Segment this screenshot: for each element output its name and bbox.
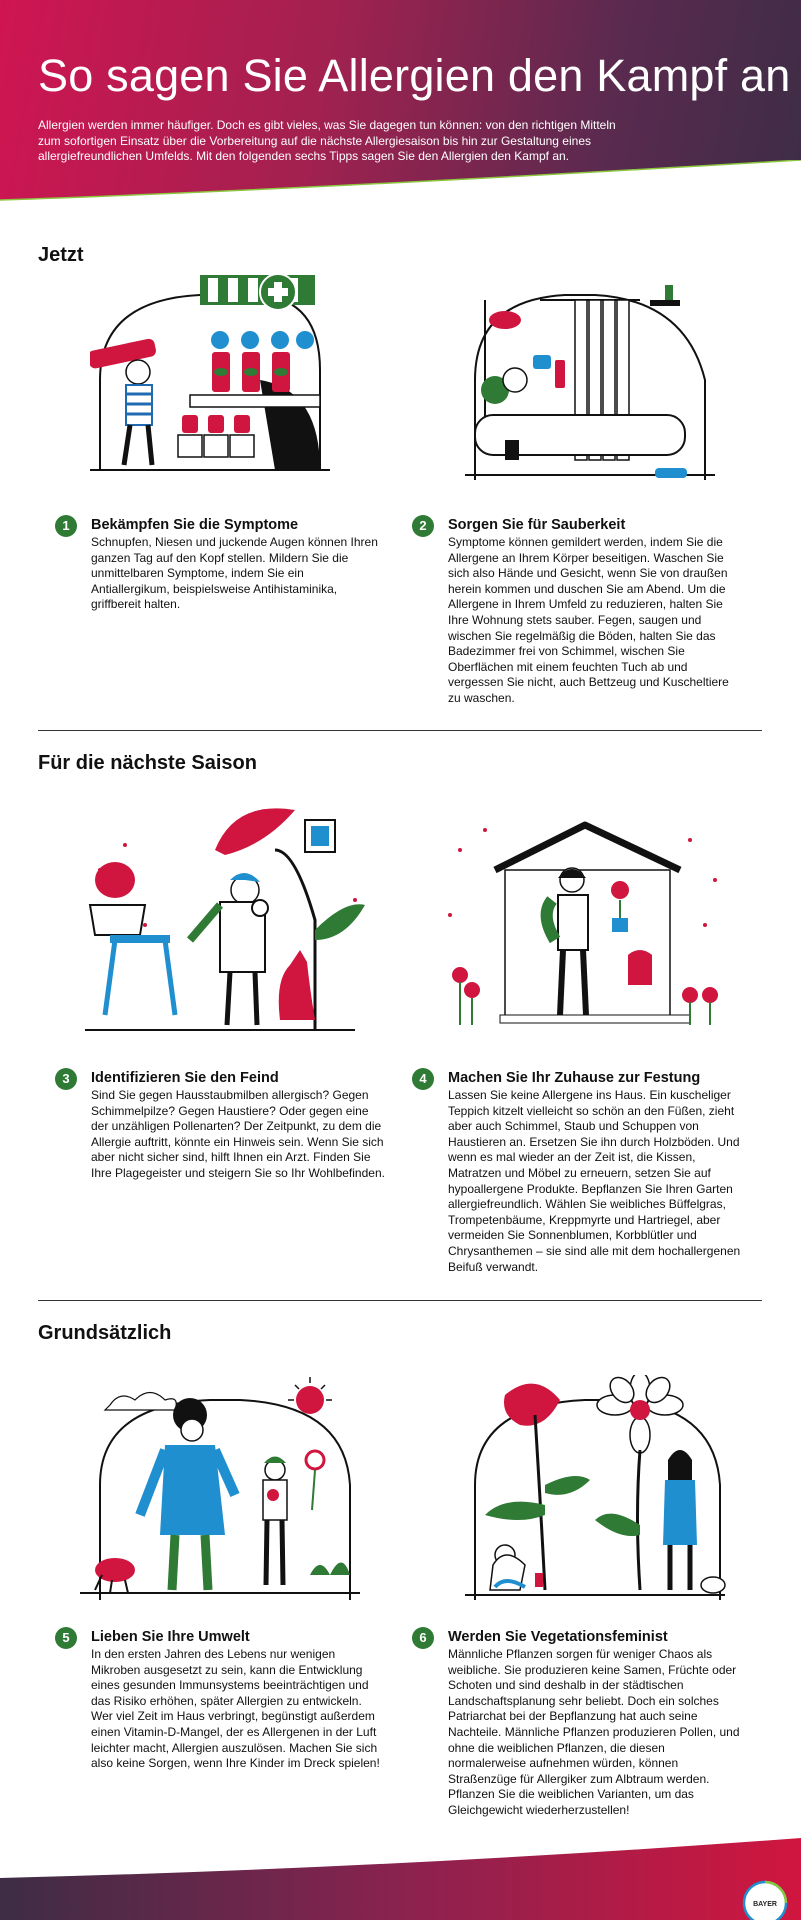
tip-title: Identifizieren Sie den Feind	[91, 1070, 279, 1086]
tip-5	[55, 1627, 385, 1772]
tip-2	[412, 515, 742, 707]
tip-title: Lieben Sie Ihre Umwelt	[91, 1629, 250, 1645]
section-divider	[38, 730, 762, 731]
tip-text: Symptome können gemildert werden, indem Sie die Allergene an Ihrem Körper beseitigen. Waschen Sie sich also Hände und Gesicht, wenn Sie von draußen herein kommen und duschen Sie am Abend. Um die Allergene in Ihrem Umfeld zu reduzieren, halten Sie Ihre Wohnung stets sauber. Fegen, saugen und wischen Sie regelmäßig die Böden, halten Sie das Badezimmer frei von Schimmel, wischen Sie Oberflächen mit einem feuchten Tuch ab und vergessen Sie nicht, auch Bettzeug und Kuscheltiere zu waschen.	[448, 535, 729, 705]
tip-text: Sind Sie gegen Hausstaubmilben allergisch? Gegen Schimmelpilze? Gegen Haustiere? Oder gegen eine der unzähligen Pollenarten? Der Zeitpunkt, zu dem die Allergie auftritt, könnte ein Hinweis sein. Wenn Sie sich aber nicht sicher sind, hilft Ihnen ein Arzt. Finden Sie Ihre Plagegeister und steigern Sie so Ihr Wohlbefinden.	[91, 1088, 385, 1180]
bathroom-illustration	[445, 280, 725, 490]
tip-text: Schnupfen, Niesen und juckende Augen können Ihren ganzen Tag auf den Kopf stellen. Mildern Sie die unmittelbaren Symptome, indem Sie ein Antiallergikum, beispielsweise Antihistaminika, griffbereit halten.	[91, 535, 378, 612]
tip-number-badge: 5	[55, 1627, 77, 1649]
bayer-logo-text: BAYER	[753, 1901, 777, 1908]
tip-text: Männliche Pflanzen sorgen für weniger Chaos als weibliche. Sie produzieren keine Samen, Früchte oder Schoten und sind deshalb in der städtischen Landschaftsplanung sehr beliebt. Doch ein solches Patriarchat bei der Bepflanzung hat auch seine Nachteile. Männliche Pflanzen produzieren Pollen, und ohne die weiblichen Pflanzen, die diesen normalerweise aufnehmen würden, können Straßenzüge für Allergiker zum Albtraum werden. Pflanzen Sie die weiblichen Varianten, um das Gleichgewicht wiederherzustellen!	[448, 1647, 740, 1817]
bayer-logo	[742, 1880, 788, 1920]
tip-title: Machen Sie Ihr Zuhause zur Festung	[448, 1070, 701, 1086]
tip-title: Bekämpfen Sie die Symptome	[91, 517, 299, 533]
section-title-grundsaetzlich: Grundsätzlich	[38, 1322, 172, 1344]
tip-1	[55, 515, 385, 613]
tip-title: Werden Sie Vegetationsfeminist	[448, 1629, 668, 1645]
family-illustration	[80, 1375, 370, 1605]
header-banner	[0, 0, 801, 220]
pharmacy-illustration	[90, 270, 360, 480]
footer-banner	[0, 1838, 801, 1920]
section-divider	[38, 1300, 762, 1301]
section-title-naechste-saison: Für die nächste Saison	[38, 752, 257, 774]
tip-6	[412, 1627, 742, 1819]
header-swoosh	[0, 160, 801, 220]
intro-text: Allergien werden immer häufiger. Doch es gibt vieles, was Sie dagegen tun können: von den richtigen Mitteln zum sofortigen Einsatz über die Vorbereitung auf die nächste Allergiesaison bis hin zur Gestaltung eines allergiefreundlichen Umfelds. Mit den folgenden sechs Tipps sagen Sie den Allergien den Kampf an.	[38, 118, 616, 163]
tip-number-badge: 1	[55, 515, 77, 537]
flowers-illustration	[465, 1375, 735, 1605]
page-title: So sagen Sie Allergien den Kampf an	[38, 50, 791, 101]
tip-number-badge: 4	[412, 1068, 434, 1090]
section-title-jetzt: Jetzt	[38, 244, 84, 266]
tip-title: Sorgen Sie für Sauberkeit	[448, 517, 626, 533]
tip-4	[412, 1068, 742, 1275]
tip-number-badge: 3	[55, 1068, 77, 1090]
tip-number-badge: 6	[412, 1627, 434, 1649]
house-illustration	[440, 820, 730, 1040]
tip-3	[55, 1068, 385, 1182]
tip-number-badge: 2	[412, 515, 434, 537]
tip-text: Lassen Sie keine Allergene ins Haus. Ein kuscheliger Teppich kitzelt vielleicht so schön an den Füßen, zieht aber auch Schimmel, Staub und Schuppen von Haustieren an. Ersetzen Sie ihn durch Holzböden. Und wenn es mal wieder an der Zeit ist, die Kissen, Matratzen und Möbel zu erneuern, setzen Sie auf hypoallergene Produkte. Bepflanzen Sie Ihren Garten allergiefreundlich. Wählen Sie weibliches Büffelgras, Trompetenbäume, Kreppmyrte und Hartriegel, aber vermeiden Sie Sonnenblumen, Korbblütler und Chrysanthemen – sie sind alle mit dem hochallergenen Beifuß verwandt.	[448, 1088, 741, 1274]
tip-text: In den ersten Jahren des Lebens nur wenigen Mikroben ausgesetzt zu sein, kann die Entwicklung eines gesunden Immunsystems beeinträchtigen und das Risiko erhöhen, später Allergien zu entwickeln. Wer viel Zeit im Haus verbringt, begünstigt außerdem einen Vitamin-D-Mangel, der es Allergenen in der Luft leichter macht, Allergien auszulösen. Machen Sie sich also keine Sorgen, wenn Ihre Kinder im Dreck spielen!	[91, 1647, 380, 1771]
identify-illustration	[85, 790, 375, 1040]
